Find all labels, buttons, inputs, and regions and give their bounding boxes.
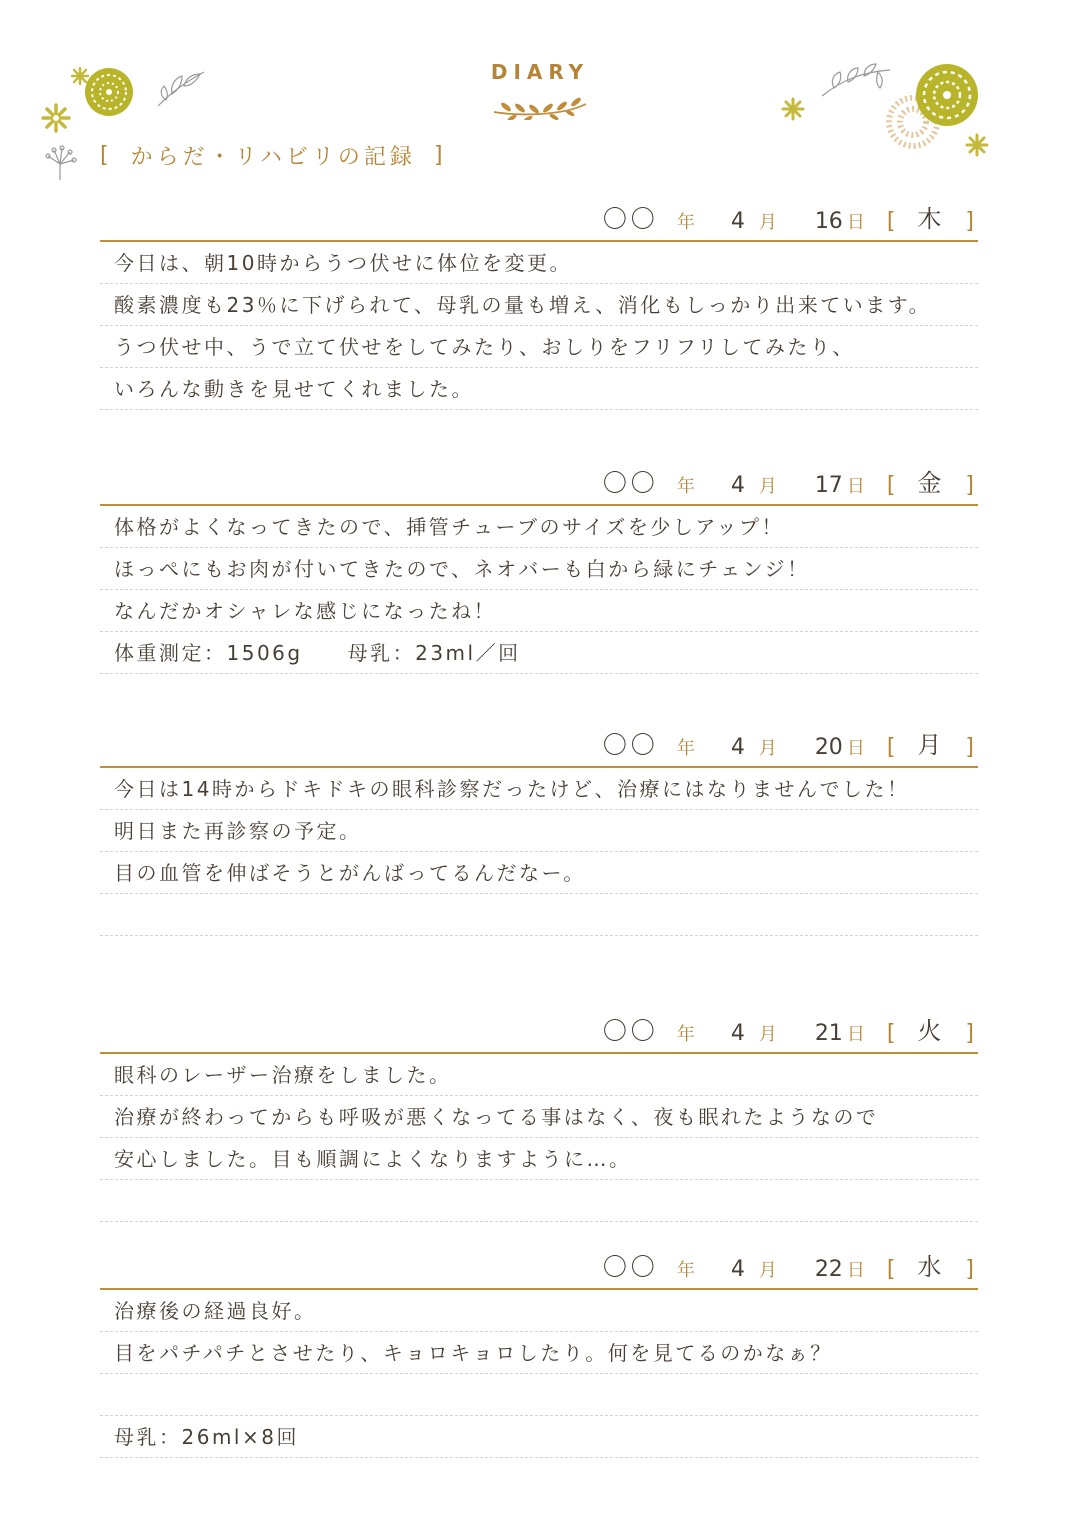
month-unit: 月 xyxy=(758,1260,777,1281)
year-placeholder: 〇〇 xyxy=(602,731,659,759)
entry-line: 今日は14時からドキドキの眼科診察だったけど、治療にはなりませんでした！ xyxy=(100,768,978,810)
entry-line: うつ伏せ中、うで立て伏せをしてみたり、おしりをフリフリしてみたり、 xyxy=(100,326,978,368)
weekday: 月 xyxy=(917,731,942,759)
entry-line: 眼科のレーザー治療をしました。 xyxy=(100,1054,978,1096)
year-placeholder: 〇〇 xyxy=(602,205,659,233)
day-value: 17 xyxy=(814,473,843,498)
year-unit: 年 xyxy=(676,738,695,759)
entry-line: 今日は、朝10時からうつ伏せに体位を変更。 xyxy=(100,242,978,284)
entry-line: 安心しました。目も順調によくなりますように…。 xyxy=(100,1138,978,1180)
entry-line: 明日また再診察の予定。 xyxy=(100,810,978,852)
weekday-bracket-open: [ xyxy=(886,735,896,760)
year-unit: 年 xyxy=(676,212,695,233)
day-value: 20 xyxy=(814,735,843,760)
diary-entry xyxy=(100,198,978,410)
entry-date xyxy=(100,1010,978,1052)
entry-line: 体格がよくなってきたので、挿管チューブのサイズを少しアップ！ xyxy=(100,506,978,548)
diary-title: DIARY xyxy=(490,60,590,84)
day-unit: 日 xyxy=(846,1024,865,1045)
year-unit: 年 xyxy=(676,476,695,497)
weekday: 水 xyxy=(917,1253,942,1281)
weekday-bracket-open: [ xyxy=(886,1021,896,1046)
entry-line: 体重測定：1506g 母乳：23ml／回 xyxy=(100,632,978,674)
bracket-close: ] xyxy=(433,143,447,168)
month-value: 4 xyxy=(730,473,745,498)
entry-line: ほっぺにもお肉が付いてきたので、ネオバーも白から緑にチェンジ！ xyxy=(100,548,978,590)
entry-line: 治療が終わってからも呼吸が悪くなってる事はなく、夜も眠れたようなので xyxy=(100,1096,978,1138)
day-unit: 日 xyxy=(846,476,865,497)
day-value: 21 xyxy=(814,1021,843,1046)
weekday-bracket-open: [ xyxy=(886,209,896,234)
entry-line: 目をパチパチとさせたり、キョロキョロしたり。何を見てるのかなぁ？ xyxy=(100,1332,978,1374)
weekday-bracket-close: ] xyxy=(965,1257,974,1282)
weekday: 木 xyxy=(917,205,942,233)
month-value: 4 xyxy=(730,735,745,760)
year-placeholder: 〇〇 xyxy=(602,469,659,497)
year-unit: 年 xyxy=(676,1024,695,1045)
section-title xyxy=(100,140,447,171)
entry-line: なんだかオシャレな感じになったね！ xyxy=(100,590,978,632)
weekday-bracket-open: [ xyxy=(886,1257,896,1282)
entry-line: 酸素濃度も23％に下げられて、母乳の量も増え、消化もしっかり出来ています。 xyxy=(100,284,978,326)
entry-date xyxy=(100,198,978,240)
entry-line xyxy=(100,1374,978,1416)
weekday: 金 xyxy=(917,469,942,497)
section-title-text: からだ・リハビリの記録 xyxy=(130,145,416,170)
diary-entry xyxy=(100,462,978,674)
entry-line: 目の血管を伸ばそうとがんばってるんだなー。 xyxy=(100,852,978,894)
weekday-bracket-open: [ xyxy=(886,473,896,498)
month-unit: 月 xyxy=(758,738,777,759)
entry-date xyxy=(100,1246,978,1288)
month-value: 4 xyxy=(730,209,745,234)
month-unit: 月 xyxy=(758,476,777,497)
diary-entry xyxy=(100,724,978,936)
bracket-open: [ xyxy=(100,143,113,168)
entry-line: 母乳：26ml×8回 xyxy=(100,1416,978,1458)
month-unit: 月 xyxy=(758,1024,777,1045)
entry-line xyxy=(100,894,978,936)
day-unit: 日 xyxy=(846,1260,865,1281)
day-value: 22 xyxy=(814,1257,843,1282)
weekday-bracket-close: ] xyxy=(965,209,974,234)
entry-line: いろんな動きを見せてくれました。 xyxy=(100,368,978,410)
day-unit: 日 xyxy=(846,738,865,759)
year-placeholder: 〇〇 xyxy=(602,1253,659,1281)
entry-date xyxy=(100,462,978,504)
diary-entry xyxy=(100,1010,978,1222)
diary-entry xyxy=(100,1246,978,1458)
weekday-bracket-close: ] xyxy=(965,1021,974,1046)
weekday-bracket-close: ] xyxy=(965,473,974,498)
laurel-branch-icon xyxy=(488,92,592,120)
month-value: 4 xyxy=(730,1021,745,1046)
dandelion-sketch-icon xyxy=(40,142,78,182)
small-star-flower-icon xyxy=(964,132,990,158)
day-unit: 日 xyxy=(846,212,865,233)
month-value: 4 xyxy=(730,1257,745,1282)
entry-line xyxy=(100,1180,978,1222)
star-flower-icon xyxy=(40,102,72,134)
entry-line: 治療後の経過良好。 xyxy=(100,1290,978,1332)
weekday: 火 xyxy=(917,1017,942,1045)
year-unit: 年 xyxy=(676,1260,695,1281)
small-star-flower-icon xyxy=(780,96,806,122)
entry-date xyxy=(100,724,978,766)
month-unit: 月 xyxy=(758,212,777,233)
weekday-bracket-close: ] xyxy=(965,735,974,760)
day-value: 16 xyxy=(814,209,843,234)
year-placeholder: 〇〇 xyxy=(602,1017,659,1045)
